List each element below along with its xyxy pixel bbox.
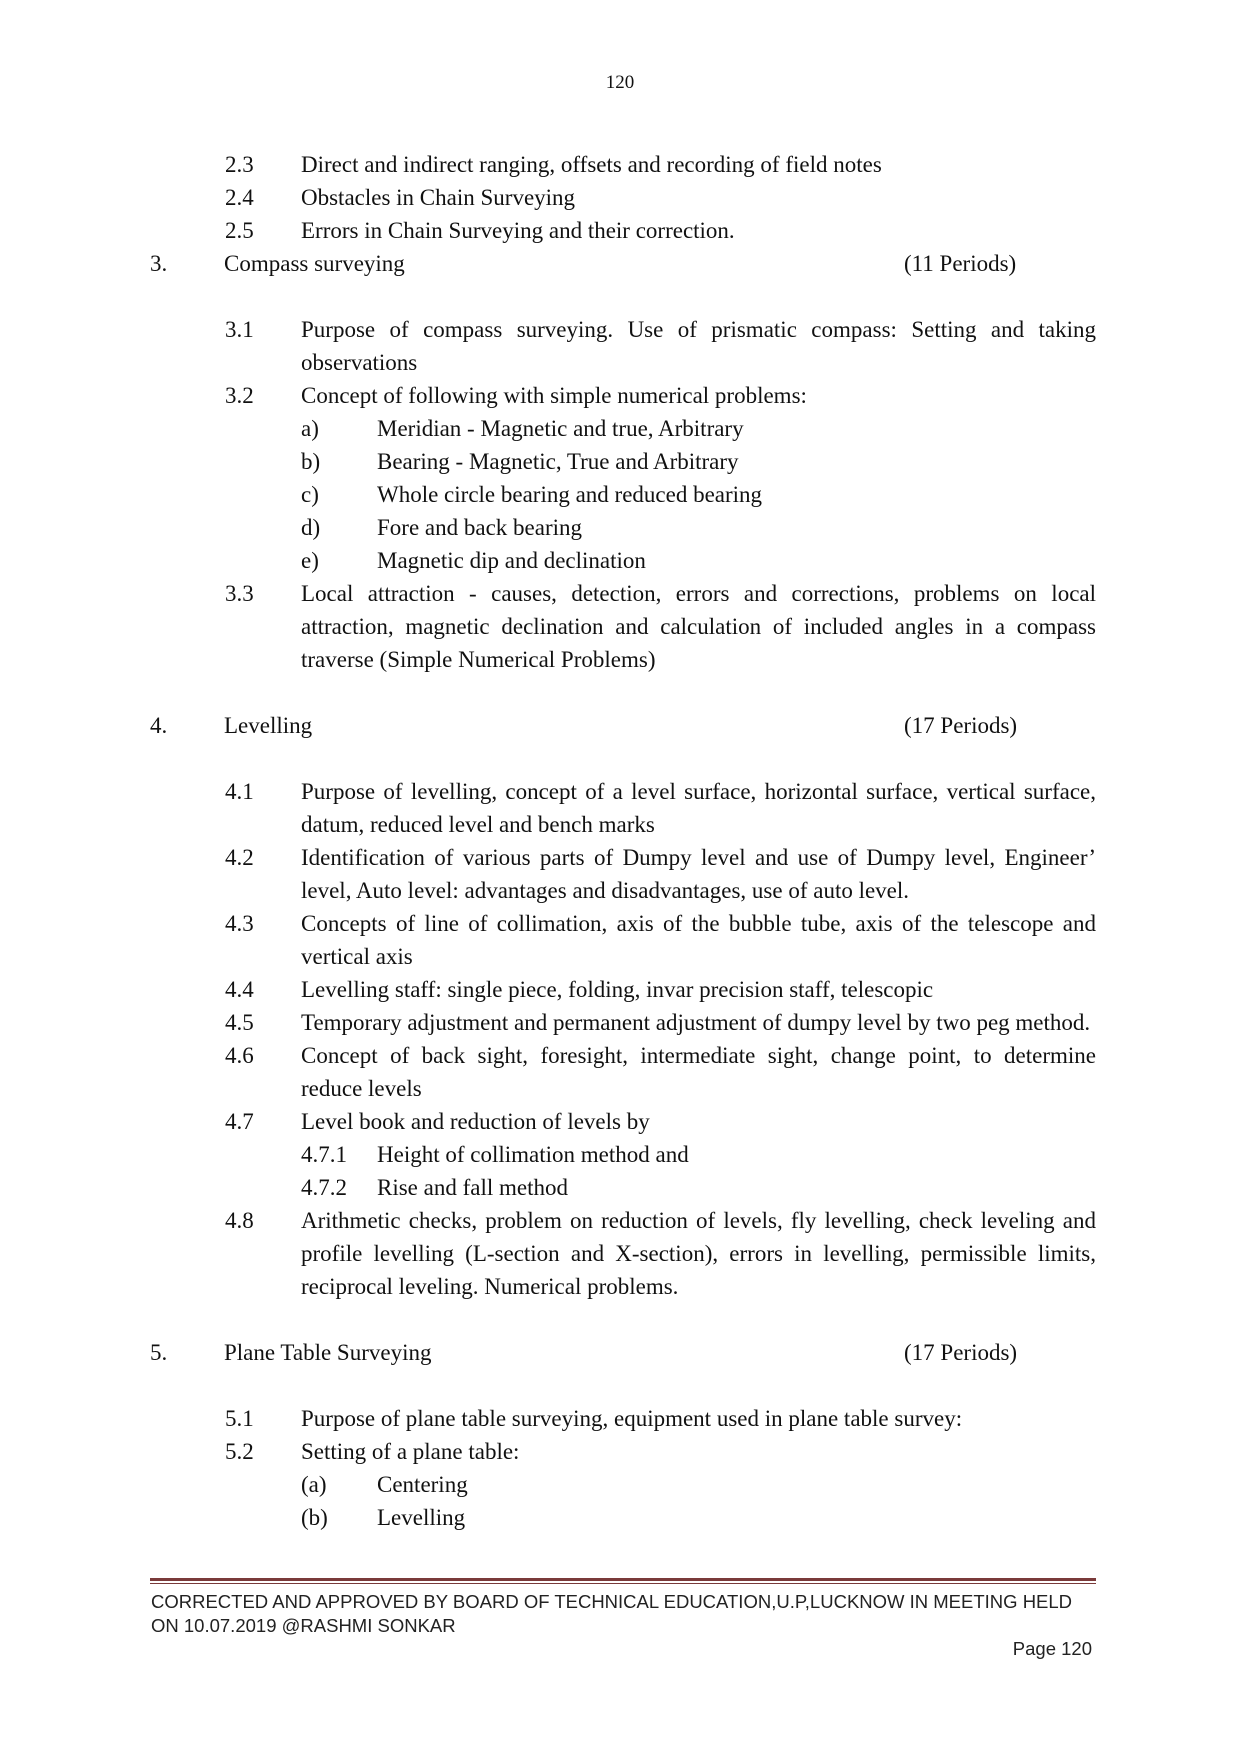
- item-text: Errors in Chain Surveying and their correction.: [301, 218, 735, 243]
- item-number: 4.7: [225, 1109, 254, 1134]
- section-title: Compass surveying: [224, 251, 405, 276]
- section-periods: (11 Periods): [904, 251, 1017, 276]
- item-text: Concept of back sight, foresight, intermediate sight, change point, to determine reduce levels: [301, 1043, 1096, 1101]
- item-text: Levelling staff: single piece, folding, invar precision staff, telescopic: [301, 977, 934, 1002]
- item-text: Setting of a plane table:: [301, 1439, 520, 1464]
- subtopic-line: [0, 148, 1240, 181]
- subtopic-line: [0, 1105, 1240, 1138]
- sub-subtopic-line: [0, 478, 1240, 511]
- item-number: 3.: [150, 251, 168, 276]
- syllabus-paragraph: [225, 775, 1096, 841]
- item-text: Whole circle bearing and reduced bearing: [377, 482, 763, 507]
- item-number: 4.4: [225, 977, 254, 1002]
- syllabus-paragraph: [225, 841, 1096, 907]
- item-text: Concepts of line of collimation, axis of the bubble tube, axis of the telescope and vertical axis: [301, 911, 1096, 969]
- item-number: d): [301, 515, 321, 540]
- item-text: Centering: [377, 1472, 468, 1497]
- syllabus-paragraph: [225, 313, 1096, 379]
- footer-divider-thin: [150, 1583, 1096, 1584]
- item-text: Levelling: [377, 1505, 466, 1530]
- subtopic-line: [0, 973, 1240, 1006]
- item-number: 4.7.2: [301, 1175, 347, 1200]
- sub-subtopic-line: [0, 1138, 1240, 1171]
- item-number: 4.: [150, 713, 168, 738]
- item-text: Temporary adjustment and permanent adjustment of dumpy level by two peg method.: [301, 1010, 1091, 1035]
- syllabus-content: [0, 148, 1240, 1534]
- item-number: 4.8: [225, 1208, 254, 1233]
- item-text: Purpose of levelling, concept of a level surface, horizontal surface, vertical surface, datum, reduced level and bench marks: [301, 779, 1096, 837]
- subtopic-line: [0, 379, 1240, 412]
- syllabus-paragraph: [225, 907, 1096, 973]
- item-number: 5.1: [225, 1406, 254, 1431]
- item-number: 4.6: [225, 1043, 254, 1068]
- footer-approval-note: CORRECTED AND APPROVED BY BOARD OF TECHNICAL EDUCATION,U.P,LUCKNOW IN MEETING HELD ON 10.07.2019 @RASHMI SONKAR: [151, 1591, 1073, 1636]
- footer-divider: [150, 1578, 1096, 1581]
- sub-subtopic-line: [0, 1501, 1240, 1534]
- item-text: Local attraction - causes, detection, errors and corrections, problems on local attraction, magnetic declination and calculation of included angles in a compass traverse (Simple Numerical Problems): [301, 581, 1096, 672]
- item-number: 4.1: [225, 779, 254, 804]
- section-periods: (17 Periods): [904, 713, 1018, 738]
- item-text: Level book and reduction of levels by: [301, 1109, 650, 1134]
- item-number: 2.5: [225, 218, 254, 243]
- subtopic-line: [0, 214, 1240, 247]
- subtopic-line: [0, 1435, 1240, 1468]
- page-number-top: 120: [605, 72, 635, 93]
- item-text: Rise and fall method: [377, 1175, 568, 1200]
- item-number: 4.2: [225, 845, 254, 870]
- sub-subtopic-line: [0, 1468, 1240, 1501]
- item-text: Purpose of compass surveying. Use of prismatic compass: Setting and taking observations: [301, 317, 1096, 375]
- section-heading: [0, 709, 1240, 742]
- item-number: 4.7.1: [301, 1142, 347, 1167]
- section-heading: [0, 247, 1240, 280]
- syllabus-paragraph: [225, 577, 1096, 676]
- item-number: 3.3: [225, 581, 254, 606]
- item-number: (a): [301, 1472, 327, 1497]
- item-number: e): [301, 548, 319, 573]
- item-text: Concept of following with simple numerical problems:: [301, 383, 807, 408]
- item-text: Height of collimation method and: [377, 1142, 689, 1167]
- sub-subtopic-line: [0, 544, 1240, 577]
- item-text: Meridian - Magnetic and true, Arbitrary: [377, 416, 744, 441]
- item-text: Arithmetic checks, problem on reduction of levels, fly levelling, check leveling and profile levelling (L-section and X-section), errors in levelling, permissible limits, reciprocal leveling. Numerical problems.: [301, 1208, 1096, 1299]
- section-periods: (17 Periods): [904, 1340, 1018, 1365]
- sub-subtopic-line: [0, 1171, 1240, 1204]
- item-number: 2.3: [225, 152, 254, 177]
- item-number: a): [301, 416, 319, 441]
- footer-page-label: Page 120: [1012, 1638, 1092, 1659]
- item-number: (b): [301, 1505, 328, 1530]
- item-text: Bearing - Magnetic, True and Arbitrary: [377, 449, 739, 474]
- item-text: Direct and indirect ranging, offsets and recording of field notes: [301, 152, 882, 177]
- syllabus-paragraph: [225, 1204, 1096, 1303]
- item-text: Purpose of plane table surveying, equipment used in plane table survey:: [301, 1406, 963, 1431]
- item-text: Fore and back bearing: [377, 515, 583, 540]
- sub-subtopic-line: [0, 412, 1240, 445]
- syllabus-paragraph: [225, 1039, 1096, 1105]
- sub-subtopic-line: [0, 445, 1240, 478]
- item-number: c): [301, 482, 319, 507]
- item-number: 5.2: [225, 1439, 254, 1464]
- item-number: b): [301, 449, 321, 474]
- item-number: 3.1: [225, 317, 254, 342]
- item-text: Identification of various parts of Dumpy level and use of Dumpy level, Engineer’ level, Auto level: advantages and disadvantages, use of auto level.: [301, 845, 1096, 903]
- item-text: Obstacles in Chain Surveying: [301, 185, 576, 210]
- section-title: Levelling: [224, 713, 313, 738]
- item-number: 4.5: [225, 1010, 254, 1035]
- section-title: Plane Table Surveying: [224, 1340, 432, 1365]
- item-number: 4.3: [225, 911, 254, 936]
- subtopic-line: [0, 1402, 1240, 1435]
- item-number: 3.2: [225, 383, 254, 408]
- subtopic-line: [0, 181, 1240, 214]
- section-heading: [0, 1336, 1240, 1369]
- sub-subtopic-line: [0, 511, 1240, 544]
- syllabus-paragraph: [225, 1006, 1096, 1039]
- item-number: 5.: [150, 1340, 168, 1365]
- item-text: Magnetic dip and declination: [377, 548, 646, 573]
- item-number: 2.4: [225, 185, 254, 210]
